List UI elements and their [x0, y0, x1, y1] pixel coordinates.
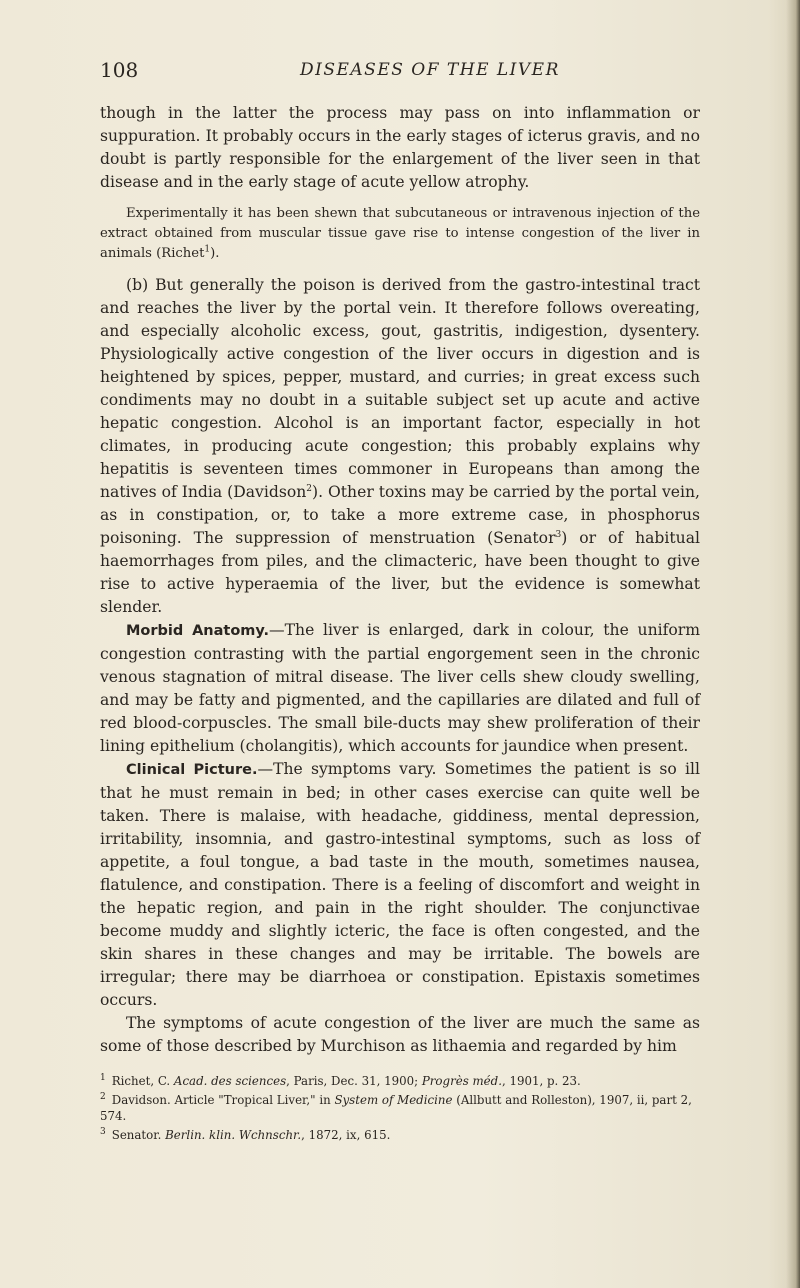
paragraph-clinical-picture: Clinical Picture.—The symptoms vary. Sometimes the patient is so ill that he must remain in bed; in other cases exercise can quite well be taken. There is malaise, with headache, giddiness, mental depression, irritability, insomnia, and gastro-intestinal symptoms, such as loss of appetite, a foul tongue, a bad taste in the mouth, sometimes nausea, flatulence, and constipation. There is a feeling of discomfort and weight in the hepatic region, and pain in the right shoulder. The conjunctivae become muddy and slightly icteric, the face is often congested, and the skin shares in these changes and may be irritable. The bowels are irregular; there may be diarrhoea or constipation. Epistaxis sometimes occurs.: [100, 760, 700, 1009]
paragraph-morbid-anatomy: Morbid Anatomy.—The liver is enlarged, dark in colour, the uniform congestion contrasting with the partial engorgement seen in the chronic venous stagnation of mitral disease. The liver cells shew cloudy swelling, and may be fatty and pigmented, and the capillaries are dilated and full of red blood-corpuscles. The small bile-ducts may shew proliferation of their lining epithelium (cholangitis), which accounts for jaundice when present.: [100, 621, 701, 755]
footnote-2: $^2$ Davidson. Article "Tropical Liver," in System of Medicine (Allbutt and Rolleston), 1907, ii, part 2, 574.: [100, 1091, 692, 1123]
paragraph-continuation: though in the latter the process may pass on into inflammation or suppuration. It probably occurs in the early stages of icterus gravis, and no doubt is partly responsible for the enlargement of the liver seen in that disease and in the early stage of acute yellow atrophy.: [100, 104, 700, 191]
footnote-3: $^3$ Senator. Berlin. klin. Wchnschr., 1872, ix, 615.: [100, 1126, 391, 1142]
footnotes: [100, 1070, 700, 1143]
paragraph-experimental-note: Experimentally it has been shewn that subcutaneous or intravenous injection of the extract obtained from muscular tissue gave rise to intense congestion of the liver in animals (Richet$^1$).: [100, 206, 700, 261]
page-edge-shadow: [786, 0, 800, 1288]
footnote-ref-2: 2: [306, 483, 312, 494]
section-heading-morbid-anatomy: Morbid Anatomy.: [126, 623, 270, 639]
running-head: DISEASES OF THE LIVER: [300, 60, 560, 80]
footnote-ref-1: 1: [204, 244, 211, 255]
footnote-ref-3: 3: [555, 529, 562, 540]
paragraph-symptoms: The symptoms of acute congestion of the liver are much the same as some of those described by Murchison as lithaemia and regarded by him: [100, 1014, 700, 1055]
footnote-1: $^1$ Richet, C. Acad. des sciences, Paris, Dec. 31, 1900; Progrès méd., 1901, p. 23.: [100, 1073, 581, 1088]
paragraph-gastro-intestinal: (b) But generally the poison is derived from the gastro-intestinal tract and reaches the liver by the portal vein. It therefore follows overeating, and especially alcoholic excess, gout, gastritis, indigestion, dysentery. Physiologically active congestion of the liver occurs in digestion and is heightened by spices, pepper, mustard, and curries; in great excess such condiments may no doubt in a suitable subject set up acute and active hepatic congestion. Alcohol is an important factor, especially in hot climates, in producing acute congestion; this probably explains why hepatitis is seventeen times commoner in Europeans than among the natives of India (Davidson$^2$). Other toxins may be carried by the portal vein, as in constipation, or, to take a more extreme case, in phosphorus poisoning. The suppression of menstruation (Senator$^3$) or of habitual haemorrhages from piles, and the climacteric, have been thought to give rise to active hyperaemia of the liver, but the evidence is somewhat slender.: [100, 276, 700, 616]
page-number: 108: [100, 58, 139, 82]
section-heading-clinical-picture: Clinical Picture.: [126, 762, 258, 778]
page-header: [100, 58, 700, 88]
page-body: [100, 102, 700, 1143]
